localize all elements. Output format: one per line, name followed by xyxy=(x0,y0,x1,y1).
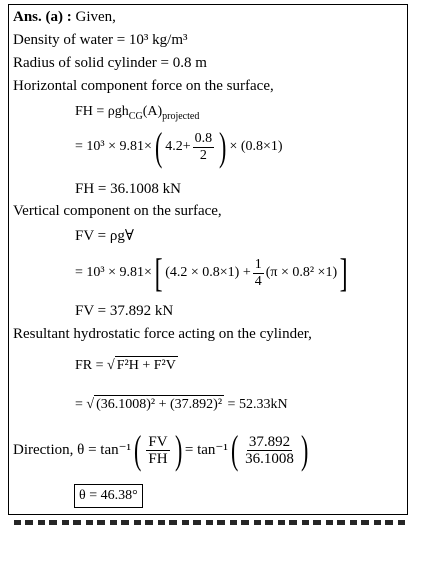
fv-frac-num: 1 xyxy=(254,256,262,272)
direction-line xyxy=(13,427,311,473)
fv-substitution xyxy=(75,250,350,295)
fv-formula: FV = ρg∀ xyxy=(75,228,134,244)
answer-heading xyxy=(13,8,116,26)
cut-off-text-line xyxy=(14,520,406,525)
fr-sub-sqrt: (36.1008)² + (37.892)² xyxy=(96,397,223,412)
right-paren: ) xyxy=(219,124,227,169)
answer-label: Ans. (a) : xyxy=(13,9,72,25)
fh-formula xyxy=(75,103,199,126)
fv-frac-den: 4 xyxy=(254,273,262,289)
left-bracket: [ xyxy=(154,250,163,295)
fr-substitution: = √ (36.1008)² + (37.892)² = 52.33kN xyxy=(75,397,288,412)
right-bracket: ] xyxy=(339,250,348,295)
fh-sub-42: 4.2+ xyxy=(165,139,191,154)
fv-sub-b: (π × 0.8² ×1) xyxy=(265,265,338,280)
fv-result: FV = 37.892 kN xyxy=(75,303,174,319)
density-line: Density of water = 10³ kg/m³ xyxy=(13,32,188,48)
left-paren: ( xyxy=(154,124,163,169)
resultant-line: Resultant hydrostatic force acting on the cylinder, xyxy=(13,326,312,342)
fr-sub-eq: = xyxy=(75,397,83,412)
fh-substitution xyxy=(75,124,283,169)
fh-frac-num: 0.8 xyxy=(194,130,213,146)
fr-lhs: FR = xyxy=(75,358,104,373)
theta-result-box: θ = 46.38° xyxy=(74,484,143,508)
vertical-line: Vertical component on the surface, xyxy=(13,203,222,219)
fh-sub-prefix: = 10³ × 9.81× xyxy=(75,139,152,154)
fh-fraction xyxy=(193,131,215,164)
fh-formula-proj: projected xyxy=(162,110,200,122)
dir-num-1: FV xyxy=(148,433,168,450)
fh-formula-a: (A) xyxy=(142,104,163,119)
dir-num-2: 37.892 xyxy=(248,433,291,450)
direction-theta: θ = tan⁻¹ xyxy=(77,442,132,458)
fh-formula-cg: CG xyxy=(128,110,143,122)
fr-sub-result: = 52.33kN xyxy=(227,397,288,412)
fh-frac-den: 2 xyxy=(199,147,207,163)
fr-formula: FR = √ F²H + F²V xyxy=(75,358,176,373)
radius-line: Radius of solid cylinder = 0.8 m xyxy=(13,55,207,71)
theta-result xyxy=(74,484,143,508)
dir-left-paren-2: ( xyxy=(230,427,239,472)
fv-sub-prefix: = 10³ × 9.81× xyxy=(75,265,152,280)
fh-result: FH = 36.1008 kN xyxy=(75,181,181,197)
dir-right-paren-2: ) xyxy=(300,427,309,472)
dir-den-1: FH xyxy=(148,450,168,467)
dir-right-paren-1: ) xyxy=(174,427,182,472)
dir-den-2: 36.1008 xyxy=(245,450,294,467)
fh-sub-tail: × (0.8×1) xyxy=(229,139,283,154)
dir-fraction-1 xyxy=(146,434,169,467)
direction-label: Direction, xyxy=(13,442,74,458)
fr-sqrt: F²H + F²V xyxy=(116,358,176,373)
dir-left-paren-1: ( xyxy=(134,427,142,472)
direction-eq-2: = tan⁻¹ xyxy=(184,442,228,458)
fv-sub-a: (4.2 × 0.8×1) + xyxy=(165,265,251,280)
fv-fraction xyxy=(253,257,264,290)
fh-formula-lhs: FH = ρgh xyxy=(75,104,129,119)
dir-fraction-2 xyxy=(243,434,296,467)
horizontal-line: Horizontal component force on the surface, xyxy=(13,78,274,94)
given-label: Given, xyxy=(71,9,116,25)
